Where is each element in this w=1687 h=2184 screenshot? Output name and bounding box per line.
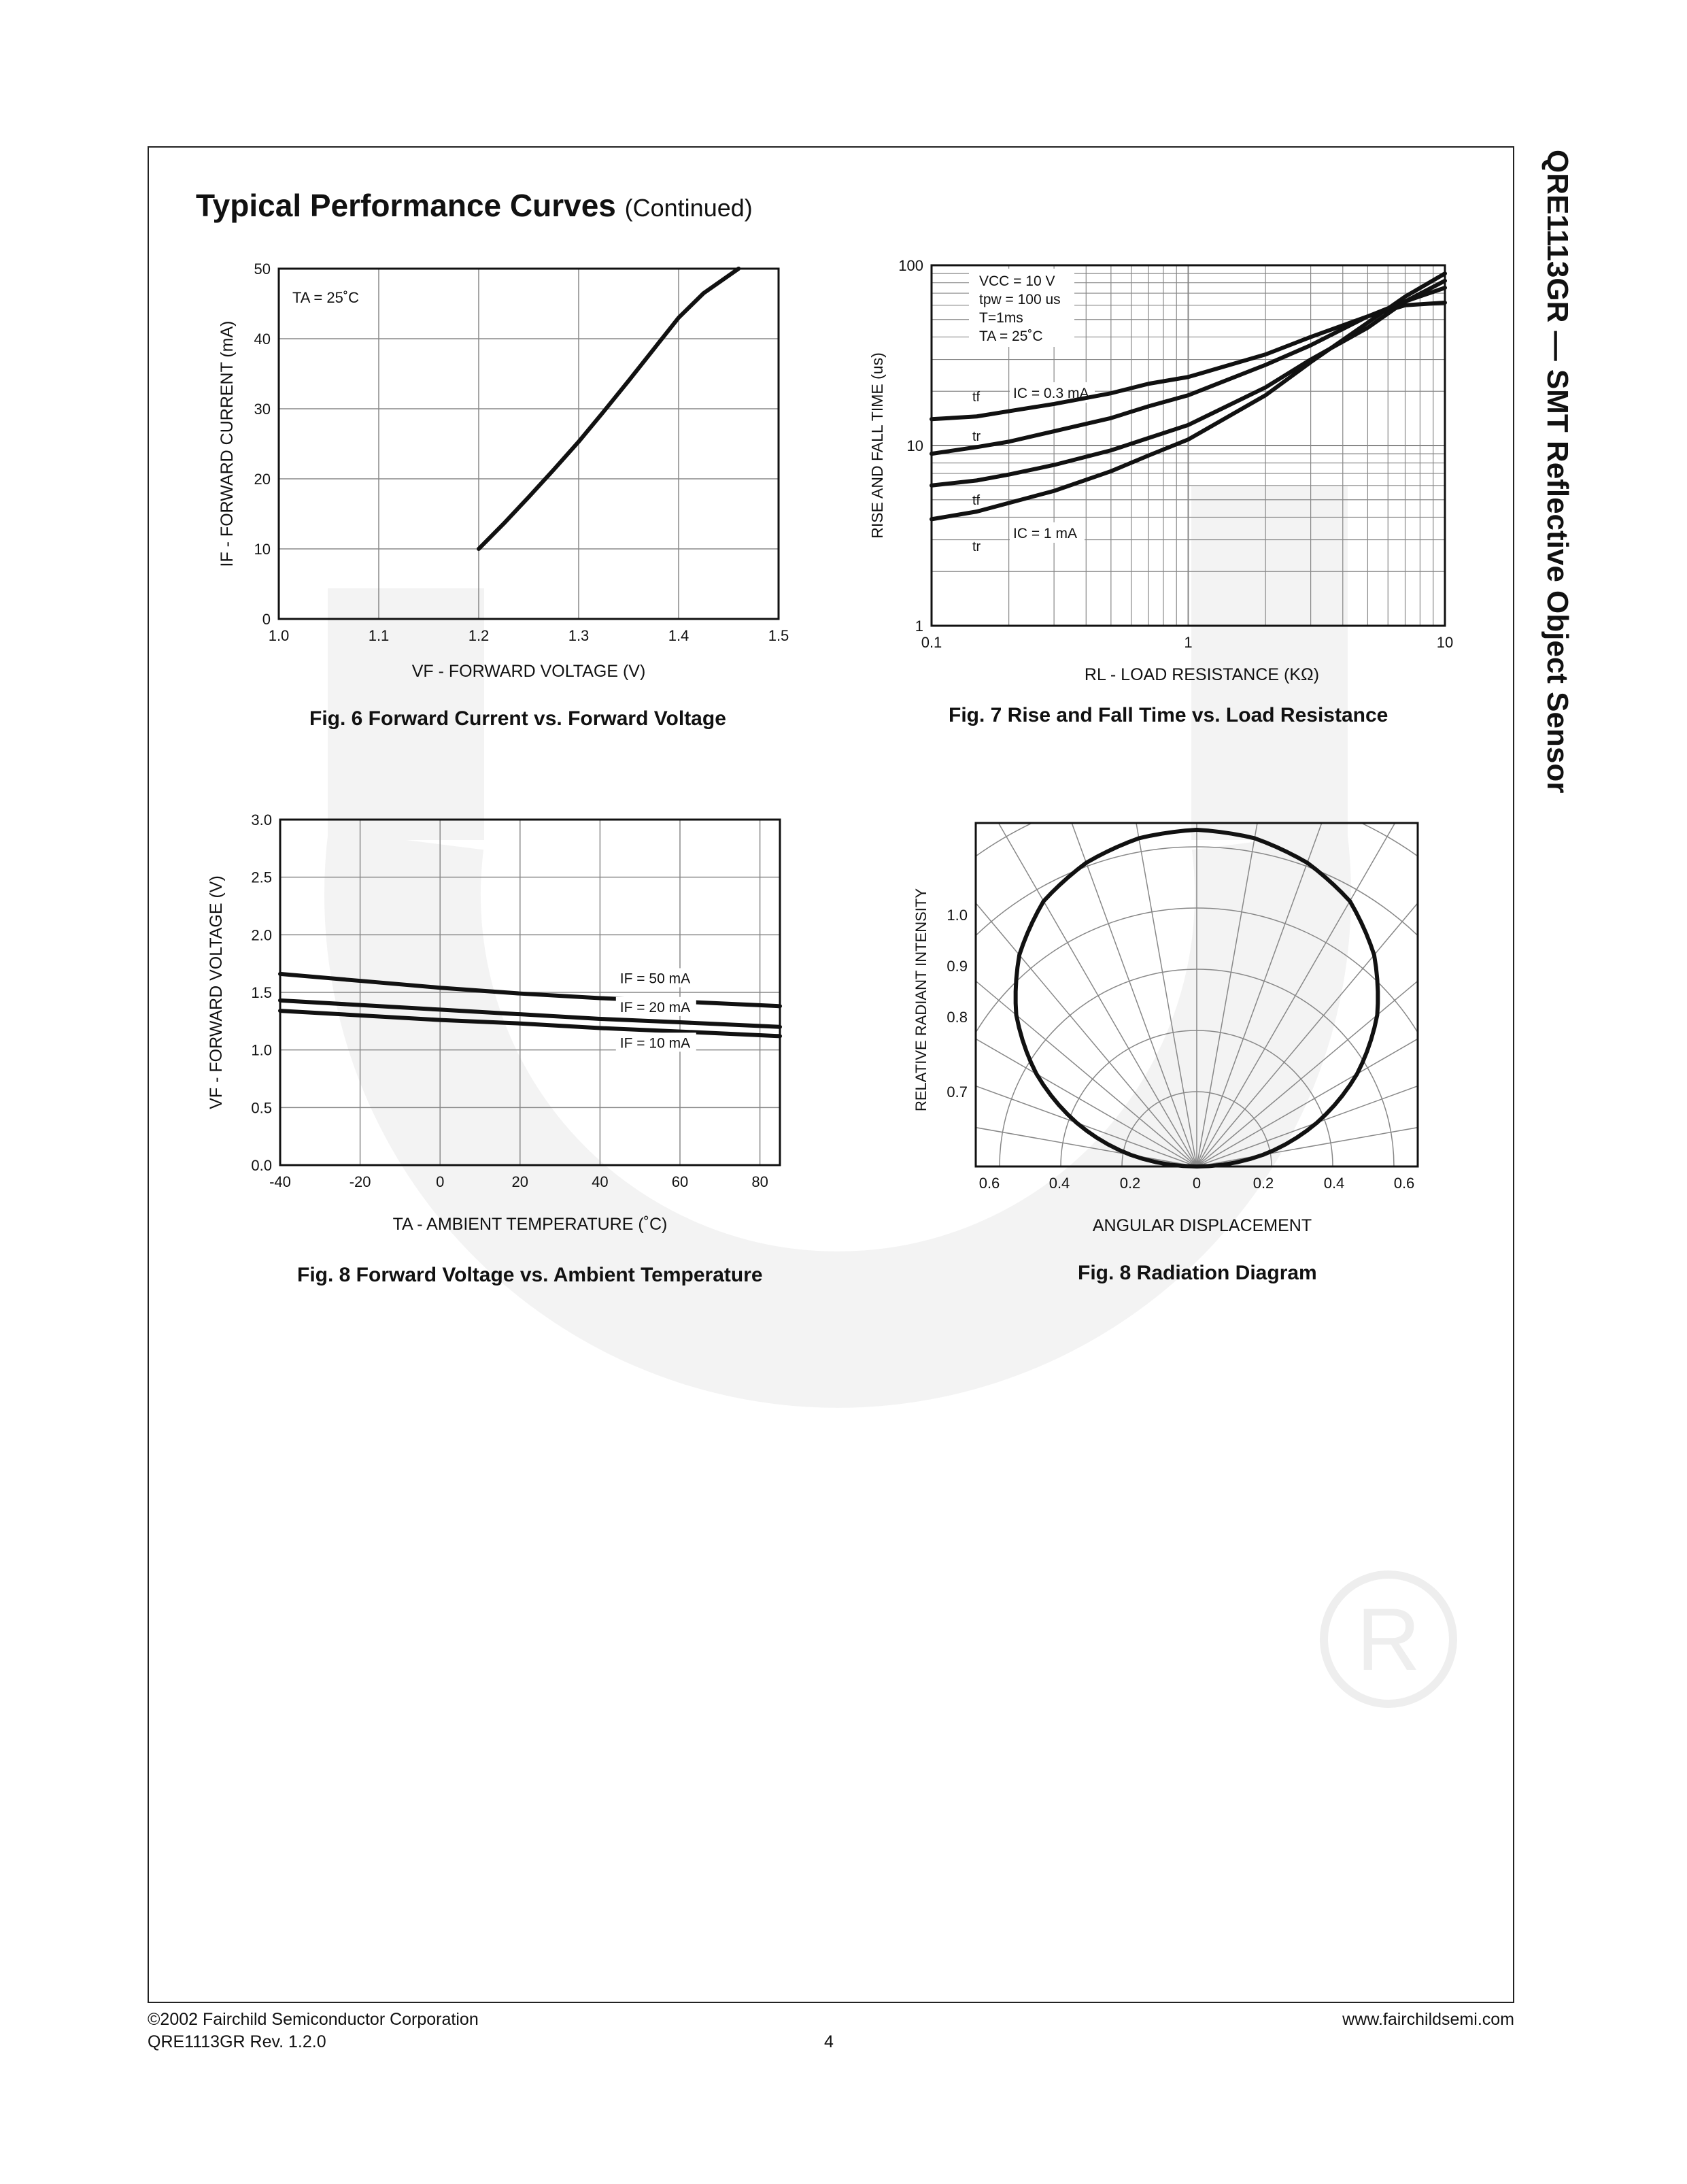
fig7-annotation: tf bbox=[972, 390, 981, 405]
fig8a-xtick-label: 60 bbox=[671, 1173, 689, 1190]
fig7-annotation: tpw = 100 us bbox=[979, 292, 1061, 307]
fig8a-ytick-label: 3.0 bbox=[251, 811, 272, 828]
fig8b-ytick-label: 0.8 bbox=[947, 1009, 968, 1026]
fig7-annotation: IC = 0.3 mA bbox=[1013, 386, 1089, 401]
fig7-annotation: tr bbox=[972, 539, 981, 554]
fig8b-polar-spoke bbox=[1197, 813, 1442, 1166]
fig7-xlabel: RL - LOAD RESISTANCE (KΩ) bbox=[1084, 665, 1320, 684]
fig6-chart bbox=[204, 258, 802, 680]
fig8b-xtick-label: 0 bbox=[1192, 1175, 1202, 1192]
fig6-ytick-label: 0 bbox=[262, 611, 271, 628]
fig6-xlabel: VF - FORWARD VOLTAGE (V) bbox=[411, 662, 646, 680]
fig6-ylabel: IF - FORWARD CURRENT (mA) bbox=[218, 320, 237, 567]
fig7-xtick-label: 0.1 bbox=[921, 634, 942, 651]
fig6-annotation: TA = 25˚C bbox=[292, 289, 360, 306]
fig8a-ytick-label: 2.5 bbox=[251, 869, 272, 886]
fig6-xtick-label: 1.5 bbox=[768, 627, 789, 644]
fig8b-ytick-label: 0.7 bbox=[947, 1083, 968, 1101]
fig6-ytick-label: 30 bbox=[254, 401, 271, 418]
fig8b-polar-ring bbox=[938, 908, 1442, 1248]
footer-page-number: 4 bbox=[824, 2032, 834, 2051]
fig8a-series-label: IF = 50 mA bbox=[619, 971, 691, 987]
fig8a-xtick-label: 0 bbox=[436, 1173, 445, 1190]
fig8b-polar-spoke bbox=[1197, 813, 1442, 1166]
section-title bbox=[196, 187, 753, 224]
fig6-xtick-label: 1.1 bbox=[368, 627, 390, 644]
fig8a-ytick-label: 1.0 bbox=[251, 1041, 272, 1059]
fig8a-caption: Fig. 8 Forward Voltage vs. Ambient Temperature bbox=[297, 1264, 763, 1286]
fig7-annotation: IC = 1 mA bbox=[1013, 526, 1077, 541]
fig7-annotation: VCC = 10 V bbox=[979, 273, 1055, 289]
svg-text:R: R bbox=[1357, 1590, 1420, 1689]
footer-website: www.fairchildsemi.com bbox=[1342, 2010, 1514, 2029]
fig7-annotation: tf bbox=[972, 493, 981, 508]
fig8a-ytick-label: 2.0 bbox=[251, 926, 272, 944]
fig8a-ytick-label: 1.5 bbox=[251, 984, 272, 1001]
fig7-ylabel: RISE AND FALL TIME (us) bbox=[868, 352, 886, 539]
fig6-ytick-label: 10 bbox=[254, 541, 271, 558]
fig8b-caption: Fig. 8 Radiation Diagram bbox=[1078, 1262, 1317, 1284]
fig8b-xtick-label: 0.4 bbox=[1323, 1175, 1345, 1192]
fig8b-polar-spoke bbox=[1197, 1060, 1442, 1166]
fig7-xtick-label: 10 bbox=[1436, 634, 1454, 651]
fig7-annotation: tr bbox=[972, 429, 981, 444]
fig7-ytick-label: 100 bbox=[898, 257, 923, 274]
fig8a-xtick-label: 20 bbox=[511, 1173, 529, 1190]
fig8a-xtick-label: -20 bbox=[349, 1173, 371, 1190]
fig8a-xlabel: TA - AMBIENT TEMPERATURE (˚C) bbox=[392, 1215, 668, 1234]
fig8b-ytick-label: 0.9 bbox=[947, 958, 968, 975]
fig8b-xtick-label: 0.4 bbox=[1049, 1175, 1070, 1192]
fig7-annotation: TA = 25˚C bbox=[979, 329, 1043, 344]
fig7-chart bbox=[857, 252, 1469, 694]
fig8b-chart bbox=[911, 813, 1442, 1248]
fig6-ytick-label: 20 bbox=[254, 471, 271, 488]
fig8b-xtick-label: 0.6 bbox=[978, 1175, 1000, 1192]
section-title-suffix: (Continued) bbox=[624, 194, 753, 222]
fig8a-xtick-label: 40 bbox=[592, 1173, 609, 1190]
fig8a-ytick-label: 0.5 bbox=[251, 1099, 272, 1117]
fig8b-polar-spoke bbox=[911, 813, 1197, 1166]
fig6-ytick-label: 50 bbox=[254, 261, 271, 278]
section-title-text: Typical Performance Curves bbox=[196, 188, 616, 223]
fig8b-polar-spoke bbox=[911, 957, 1197, 1166]
fig8b-xtick-label: 0.2 bbox=[1119, 1175, 1141, 1192]
side-document-title bbox=[1533, 150, 1574, 966]
fig8b-ytick-label: 1.0 bbox=[947, 907, 968, 924]
fig7-caption: Fig. 7 Rise and Fall Time vs. Load Resistance bbox=[949, 704, 1388, 726]
fig6-xtick-label: 1.3 bbox=[568, 627, 590, 644]
fig8a-chart bbox=[197, 806, 809, 1241]
fig8b-polar-spoke bbox=[911, 813, 1197, 1166]
fig8b-xtick-label: 0.2 bbox=[1253, 1175, 1274, 1192]
fig7-annotation: T=1ms bbox=[979, 310, 1023, 326]
fig8b-ylabel: RELATIVE RADIANT INTENSITY bbox=[913, 888, 930, 1112]
fig6-ytick-label: 40 bbox=[254, 331, 271, 348]
fig8a-ylabel: VF - FORWARD VOLTAGE (V) bbox=[207, 875, 226, 1109]
fig8a-xtick-label: -40 bbox=[269, 1173, 291, 1190]
fig6-xtick-label: 1.2 bbox=[468, 627, 490, 644]
fig6-xtick-label: 1.4 bbox=[668, 627, 689, 644]
footer-copyright: ©2002 Fairchild Semiconductor Corporation bbox=[148, 2010, 479, 2029]
fig7-ytick-label: 10 bbox=[906, 437, 923, 454]
fig8b-xtick-label: 0.6 bbox=[1393, 1175, 1415, 1192]
fig8b-polar-spoke bbox=[1197, 813, 1442, 1166]
fig6-xtick-label: 1.0 bbox=[268, 627, 290, 644]
fig6-caption: Fig. 6 Forward Current vs. Forward Voltage bbox=[309, 707, 726, 730]
fig8a-ytick-label: 0.0 bbox=[251, 1157, 272, 1174]
fig7-xtick-label: 1 bbox=[1184, 634, 1193, 651]
fig8a-series-label: IF = 20 mA bbox=[619, 999, 691, 1015]
fig8a-series-line bbox=[280, 974, 780, 1006]
fig8b-polar-spoke bbox=[911, 813, 1197, 1166]
footer-revision: QRE1113GR Rev. 1.2.0 bbox=[148, 2032, 326, 2051]
fig7-ytick-label: 1 bbox=[915, 618, 923, 635]
fig8a-xtick-label: 80 bbox=[751, 1173, 768, 1190]
side-title-text: QRE1113GR — SMT Reflective Object Sensor bbox=[1541, 150, 1574, 794]
fig8a-series-label: IF = 10 mA bbox=[619, 1035, 691, 1052]
fig6-plot-frame bbox=[279, 269, 779, 619]
fig8b-xlabel: ANGULAR DISPLACEMENT bbox=[1092, 1216, 1312, 1235]
